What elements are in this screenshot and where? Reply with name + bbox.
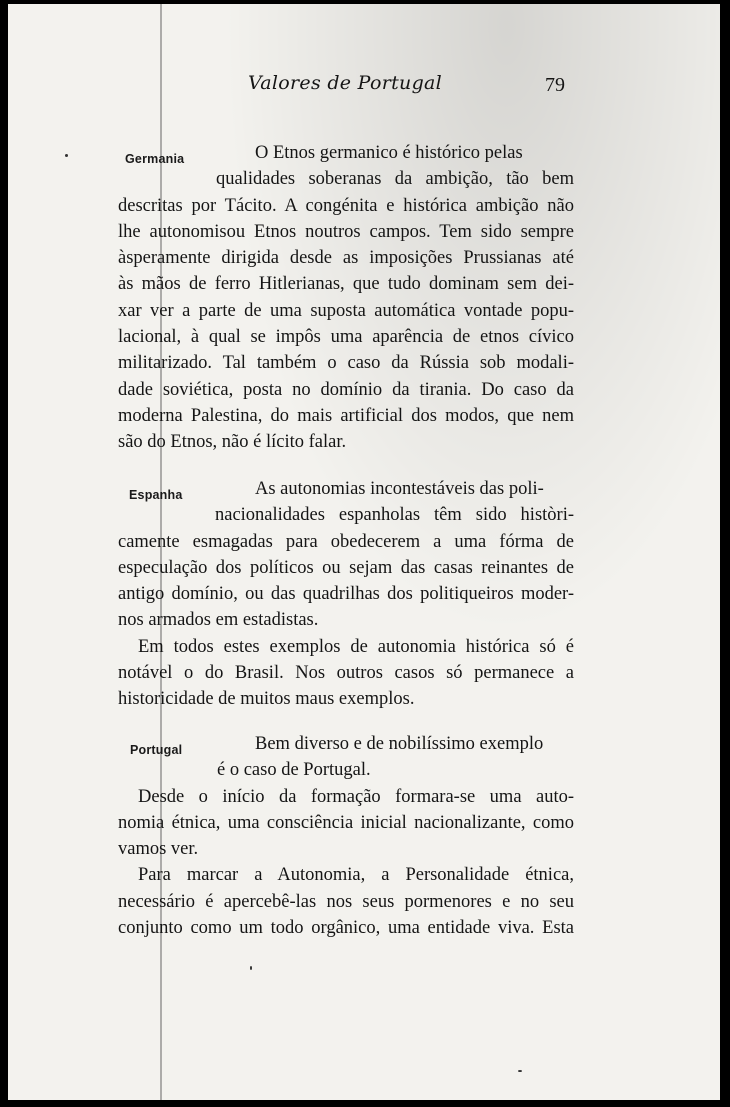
paragraph-line: são do Etnos, não é lícito falar. <box>118 432 347 453</box>
paragraph-line: especulação dos políticos ou sejam das casas reinantes de <box>118 557 574 578</box>
paragraph-line: xar ver a parte de uma suposta automática vontade popu- <box>118 300 574 321</box>
section-espanha <box>118 476 574 713</box>
paragraph-line: moderna Palestina, do mais artificial dos modos, que nem <box>118 405 574 426</box>
paragraph-line: é o caso de Portugal. <box>217 760 371 781</box>
marginal-label-germania: Germania <box>125 152 185 166</box>
paragraph-line: descritas por Tácito. A congénita e histórica ambição não <box>118 195 574 216</box>
section-portugal <box>118 731 574 941</box>
paragraph-line: àsperamente dirigida desde as imposições Prussianas até <box>118 248 574 269</box>
paragraph-line: vamos ver. <box>118 839 199 860</box>
paragraph-line: Desde o início da formação formara-se uma auto- <box>138 786 574 807</box>
paragraph-line: As autonomias incontestáveis das poli- <box>255 479 544 499</box>
running-title: Valores de Portugal <box>248 72 443 94</box>
marginal-label-espanha: Espanha <box>129 488 183 502</box>
paragraph-line: Para marcar a Autonomia, a Personalidade étnica, <box>138 865 574 886</box>
section-germania <box>118 140 574 456</box>
paragraph-line: dade soviética, posta no domínio da tirania. Do caso da <box>118 379 574 400</box>
book-page <box>8 4 720 1100</box>
paragraph-line: nomia étnica, uma consciência inicial nacionalizante, como <box>118 812 574 833</box>
page-number: 79 <box>545 74 565 96</box>
paragraph-line: Bem diverso e de nobilíssimo exemplo <box>255 734 544 754</box>
paragraph-line: notável o do Brasil. Nos outros casos só permanece a <box>118 663 574 684</box>
paragraph-line: Em todos estes exemplos de autonomia histórica só é <box>138 636 574 657</box>
scan-speck <box>65 154 68 157</box>
paragraph-line: militarizado. Tal também o caso da Rússia sob modali- <box>118 353 574 374</box>
paragraph-line: lhe autonomisou Etnos noutros campos. Tem sido sempre <box>118 221 574 242</box>
paragraph-line: necessário é apercebê-las nos seus pormenores e no seu <box>118 891 574 912</box>
paragraph-line: O Etnos germanico é histórico pelas <box>255 143 523 163</box>
paragraph-line: camente esmagadas para obedecerem a uma fórma de <box>118 531 574 552</box>
scan-speck <box>518 1070 522 1072</box>
paragraph-line: lacional, à qual se impôs uma aparência de etnos cívico <box>118 327 574 348</box>
paragraph-line: qualidades soberanas da ambição, tão bem <box>216 169 574 190</box>
scan-speck <box>250 966 252 970</box>
paragraph-line: nacionalidades espanholas têm sido històri- <box>215 505 574 526</box>
marginal-label-portugal: Portugal <box>130 743 183 757</box>
paragraph-line: nos armados em estadistas. <box>118 610 319 631</box>
paragraph-line: às mãos de ferro Hitlerianas, que tudo dominam sem dei- <box>118 274 574 295</box>
paragraph-line: antigo domínio, ou das quadrilhas dos politiqueiros moder- <box>118 584 574 605</box>
paragraph-line: historicidade de muitos maus exemplos. <box>118 689 415 710</box>
paragraph-line: conjunto como um todo orgânico, uma entidade viva. Esta <box>118 918 574 939</box>
